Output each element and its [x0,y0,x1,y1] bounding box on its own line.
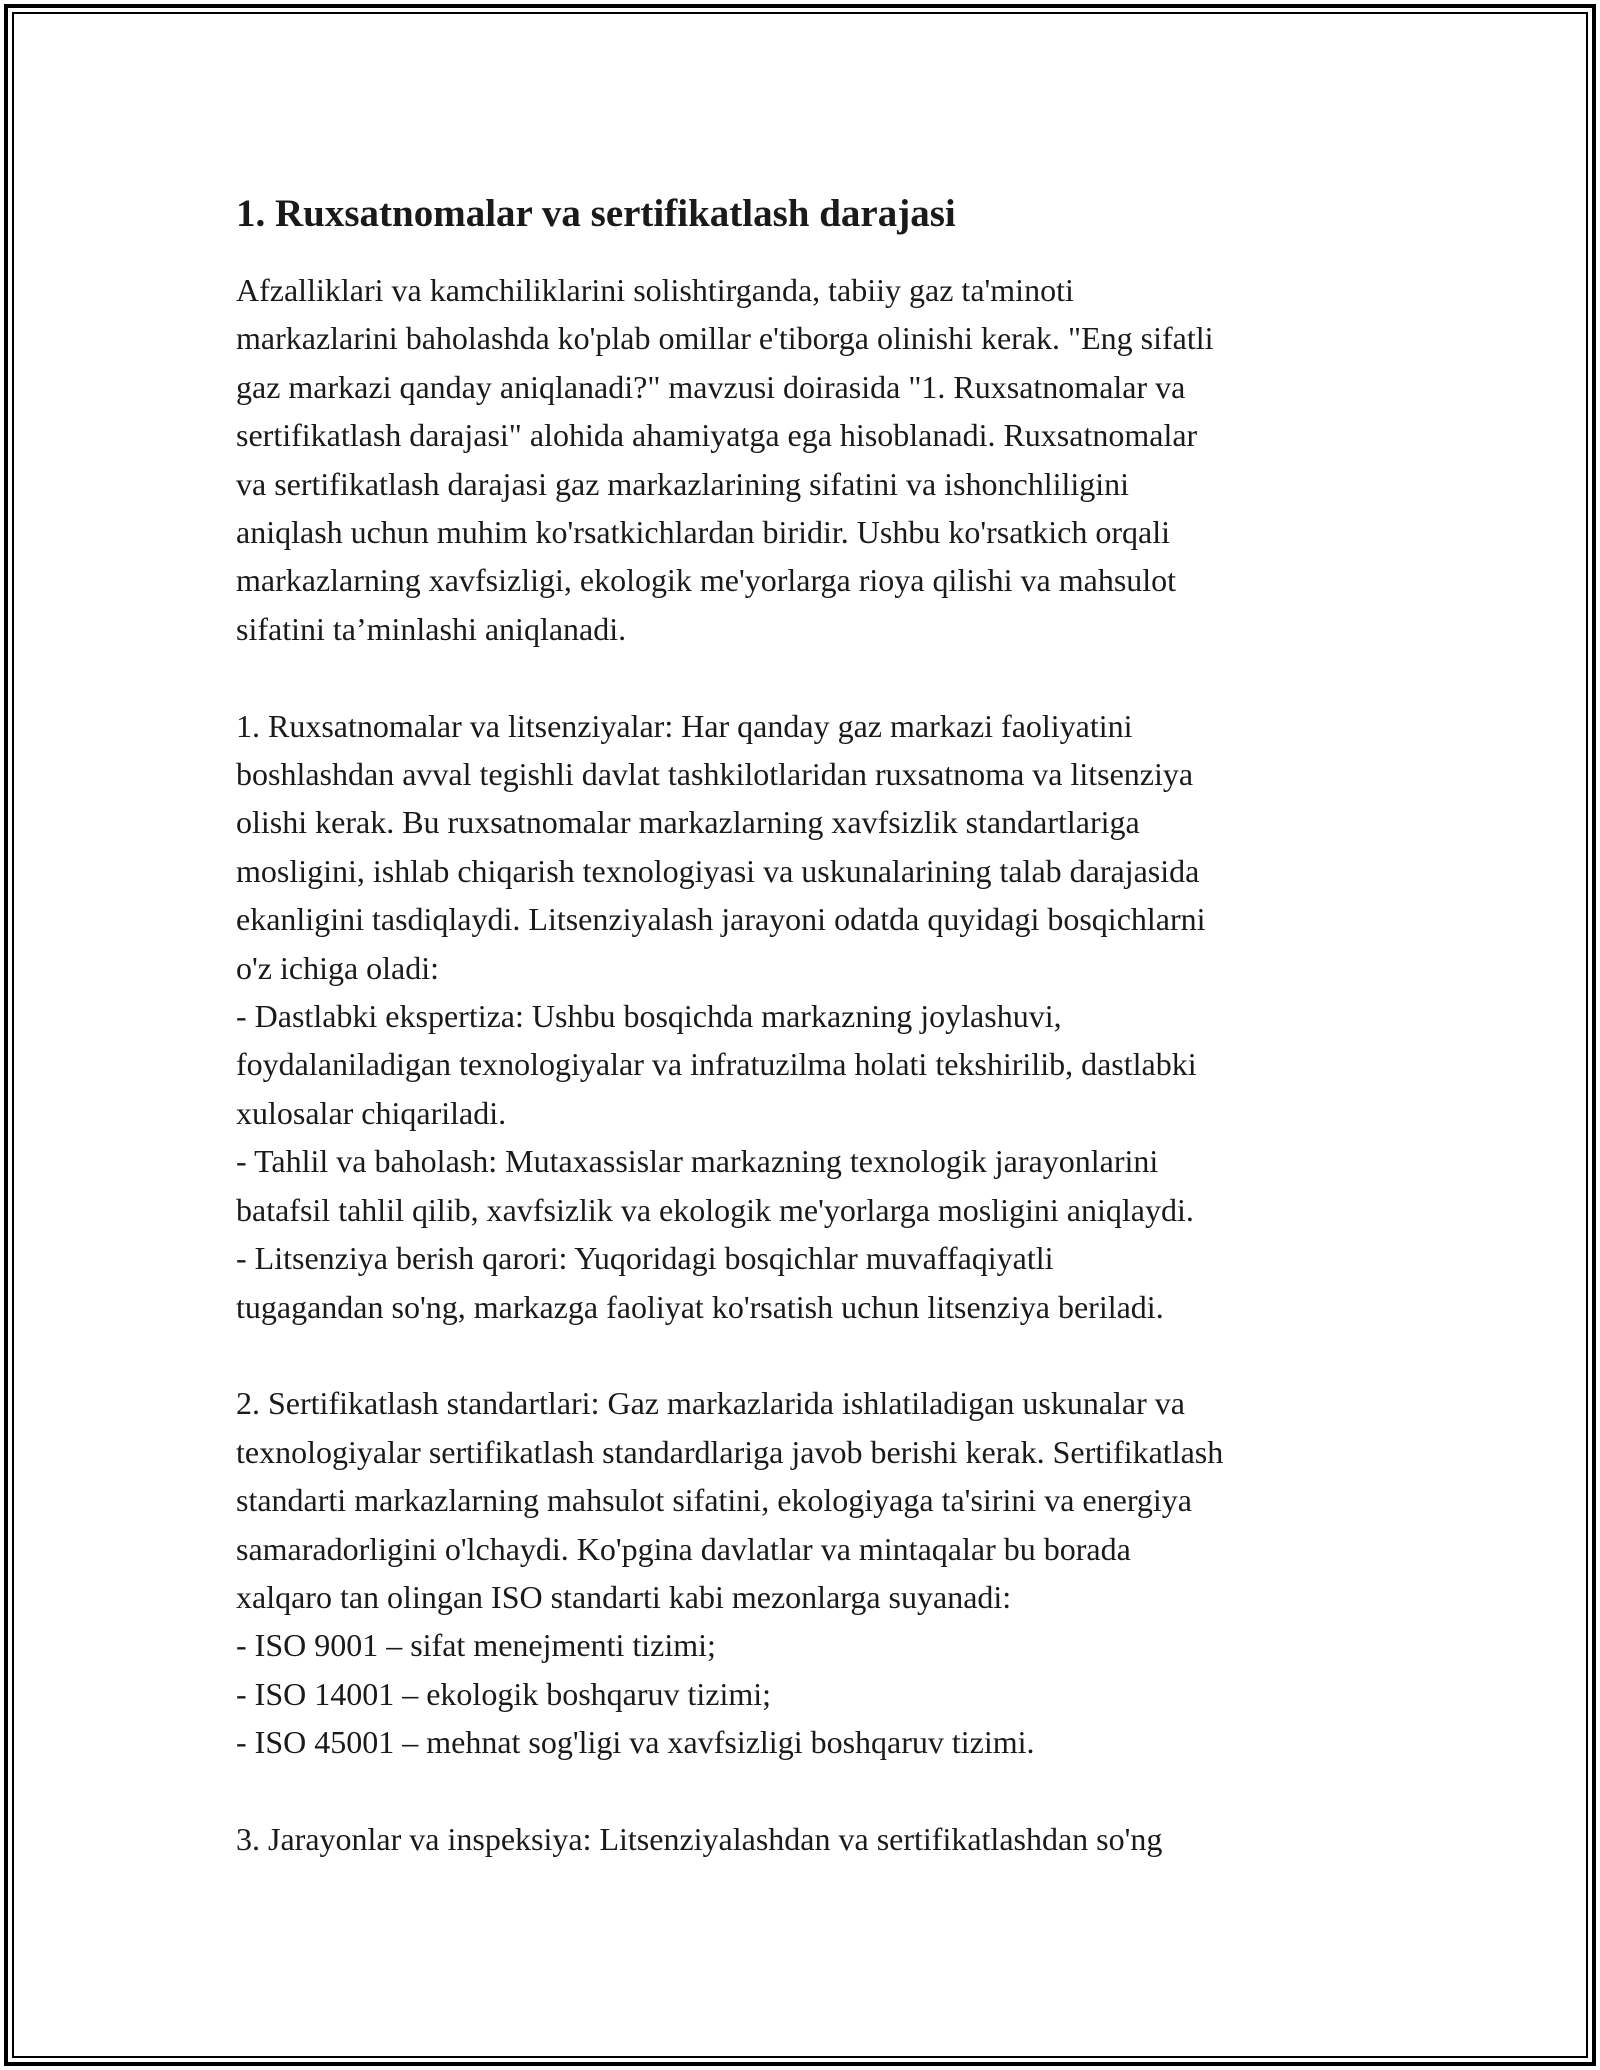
intro-paragraph: Afzalliklari va kamchiliklarini solishtirganda, tabiiy gaz ta'minoti markazlarini baholashda ko'plab omillar e'tiborga olinishi kerak. "Eng sifatli gaz markazi qanday aniqlanadi?" mavzusi doirasida "1. Ruxsatnomalar va sertifikatlash darajasi" alohida ahamiyatga ega hisoblanadi. Ruxsatnomalar va sertifikatlash darajasi gaz markazlarining sifatini va ishonchliligini aniqlash uchun muhim ko'rsatkichlardan biridir. Ushbu ko'rsatkich orqali markazlarning xavfsizligi, ekologik me'yorlarga rioya qilishi va mahsulot sifatini ta’minlashi aniqlanadi. [236,272,1214,647]
inspection-paragraph: 3. Jarayonlar va inspeksiya: Litsenziyalashdan va sertifikatlashdan so'ng [236,1820,1163,1857]
paragraph-gap [236,653,1386,701]
section-heading: 1. Ruxsatnomalar va sertifikatlash darajasi [236,192,956,235]
paragraph-gap [236,1331,1386,1379]
paragraph-gap [236,1767,1386,1815]
permits-paragraph: 1. Ruxsatnomalar va litsenziyalar: Har qanday gaz markazi faoliyatini boshlashdan avval tegishli davlat tashkilotlaridan ruxsatnoma va litsenziya olishi kerak. Bu ruxsatnomalar markazlarning xavfsizlik standartlariga mosligini, ishlab chiqarish texnologiyasi va uskunalarining talab darajasida ekanligini tasdiqlaydi. Litsenziyalash jarayoni odatda quyidagi bosqichlarni o'z ichiga oladi: - Dastlabki ekspertiza: Ushbu bosqichda markazning joylashuvi, foydalaniladigan texnologiyalar va infratuzilma holati tekshirilib, dastlabki xulosalar chiqariladi. - Tahlil va baholash: Mutaxassislar markazning texnologik jarayonlarini batafsil tahlil qilib, xavfsizlik va ekologik me'yorlarga mosligini aniqlaydi. - Litsenziya berish qarori: Yuqoridagi bosqichlar muvaffaqiyatli tugagandan so'ng, markazga faoliyat ko'rsatish uchun litsenziya beriladi. [236,707,1206,1325]
document-body [236,184,1386,1863]
certification-paragraph: 2. Sertifikatlash standartlari: Gaz markazlarida ishlatiladigan uskunalar va texnologiyalar sertifikatlash standardlariga javob berishi kerak. Sertifikatlash standarti markazlarning mahsulot sifatini, ekologiyaga ta'sirini va energiya samaradorligini o'lchaydi. Ko'pgina davlatlar va mintaqalar bu borada xalqaro tan olingan ISO standarti kabi mezonlarga suyanadi: - ISO 9001 – sifat menejmenti tizimi; - ISO 14001 – ekologik boshqaruv tizimi; - ISO 45001 – mehnat sog'ligi va xavfsizligi boshqaruv tizimi. [236,1385,1224,1761]
